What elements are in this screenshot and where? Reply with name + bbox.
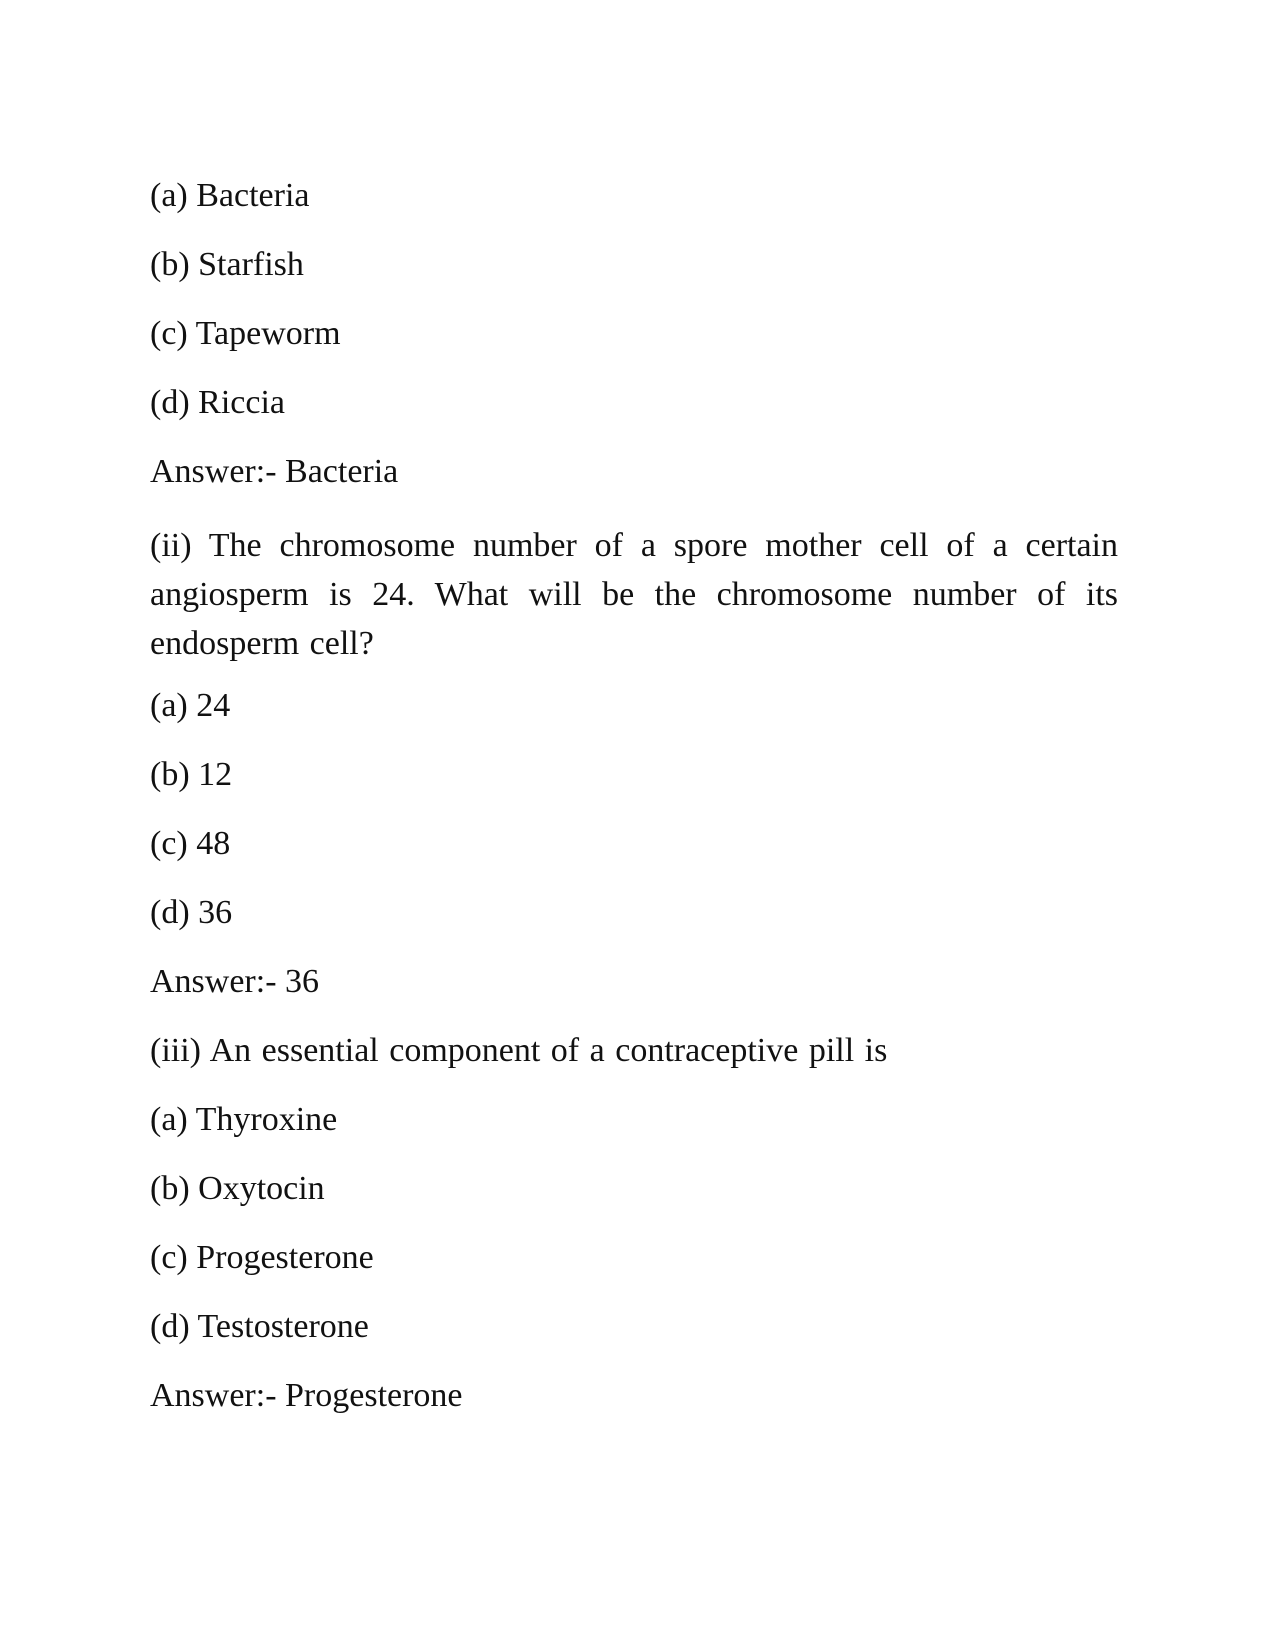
option-c-progesterone: (c) Progesterone [150, 1239, 374, 1276]
option-a-bacteria: (a) Bacteria [150, 177, 310, 214]
option-b-12: (b) 12 [150, 756, 233, 793]
option-c-tapeworm: (c) Tapeworm [150, 315, 341, 352]
option-c-48: (c) 48 [150, 825, 231, 862]
page-content [150, 176, 1118, 1445]
question-iii: (iii) An essential component of a contraceptive pill is [150, 1032, 888, 1069]
question-ii: (ii) The chromosome number of a spore mother cell of a certain angiosperm is 24. What will be the chromosome number of its endosperm cell? [150, 527, 1118, 662]
option-a-24: (a) 24 [150, 687, 231, 724]
option-d-testosterone: (d) Testosterone [150, 1308, 369, 1345]
answer-36: Answer:- 36 [150, 963, 320, 1000]
answer-progesterone: Answer:- Progesterone [150, 1377, 463, 1414]
answer-bacteria: Answer:- Bacteria [150, 453, 399, 490]
option-b-oxytocin: (b) Oxytocin [150, 1170, 325, 1207]
option-d-36: (d) 36 [150, 894, 233, 931]
option-d-riccia: (d) Riccia [150, 384, 285, 421]
option-a-thyroxine: (a) Thyroxine [150, 1101, 338, 1138]
option-b-starfish: (b) Starfish [150, 246, 304, 283]
